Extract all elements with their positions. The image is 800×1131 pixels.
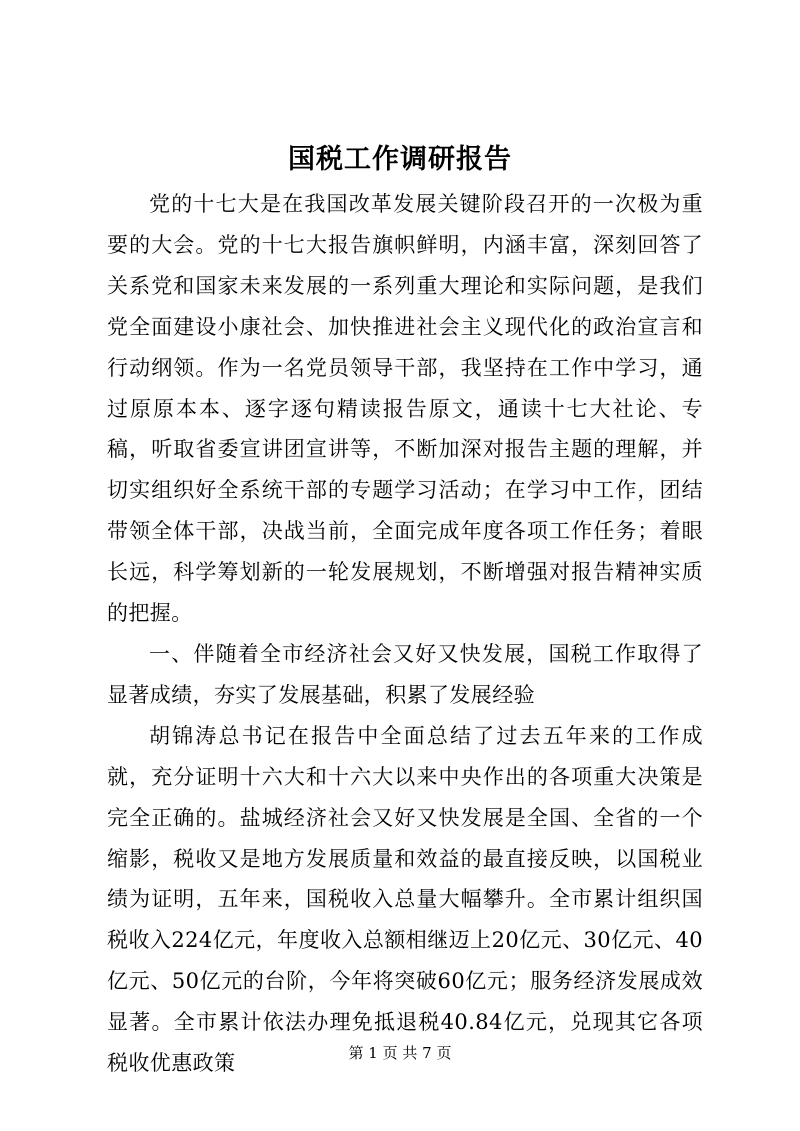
body-paragraph: 党的十七大是在我国改革发展关键阶段召开的一次极为重要的大会。党的十七大报告旗帜鲜明，内涵丰富，深刻回答了关系党和国家未来发展的一系列重大理论和实际问题，是我们党全面建设小康社会、加快推进社会主义现代化的政治宣言和行动纲领。作为一名党员领导干部，我坚持在工作中学习，通过原原本本、逐字逐句精读报告原文，通读十七大社论、专稿，听取省委宣讲团宣讲等，不断加深对报告主题的理解，并切实组织好全系统干部的专题学习活动；在学习中工作，团结带领全体干部，决战当前，全面完成年度各项工作任务；着眼长远，科学筹划新的一轮发展规划，不断增强对报告精神实质的把握。 <box>107 192 703 626</box>
document-body <box>107 184 703 1084</box>
document-title: 国税工作调研报告 <box>288 144 512 175</box>
page-number-footer: 第 1 页 共 7 页 <box>348 1044 452 1062</box>
body-paragraph: 胡锦涛总书记在报告中全面总结了过去五年来的工作成就，充分证明十六大和十六大以来中央作出的各项重大决策是完全正确的。盐城经济社会又好又快发展是全国、全省的一个缩影，税收又是地方发展质量和效益的最直接反映，以国税业绩为证明，五年来，国税收入总量大幅攀升。全市累计组织国税收入224亿元，年度收入总额相继迈上20亿元、30亿元、40亿元、50亿元的台阶，今年将突破60亿元；服务经济发展成效显著。全市累计依法办理免抵退税40.84亿元，兑现其它各项税收优惠政策 <box>107 723 703 1076</box>
section-heading-paragraph: 一、伴随着全市经济社会又好又快发展，国税工作取得了显著成绩，夯实了发展基础，积累了发展经验 <box>107 641 703 707</box>
